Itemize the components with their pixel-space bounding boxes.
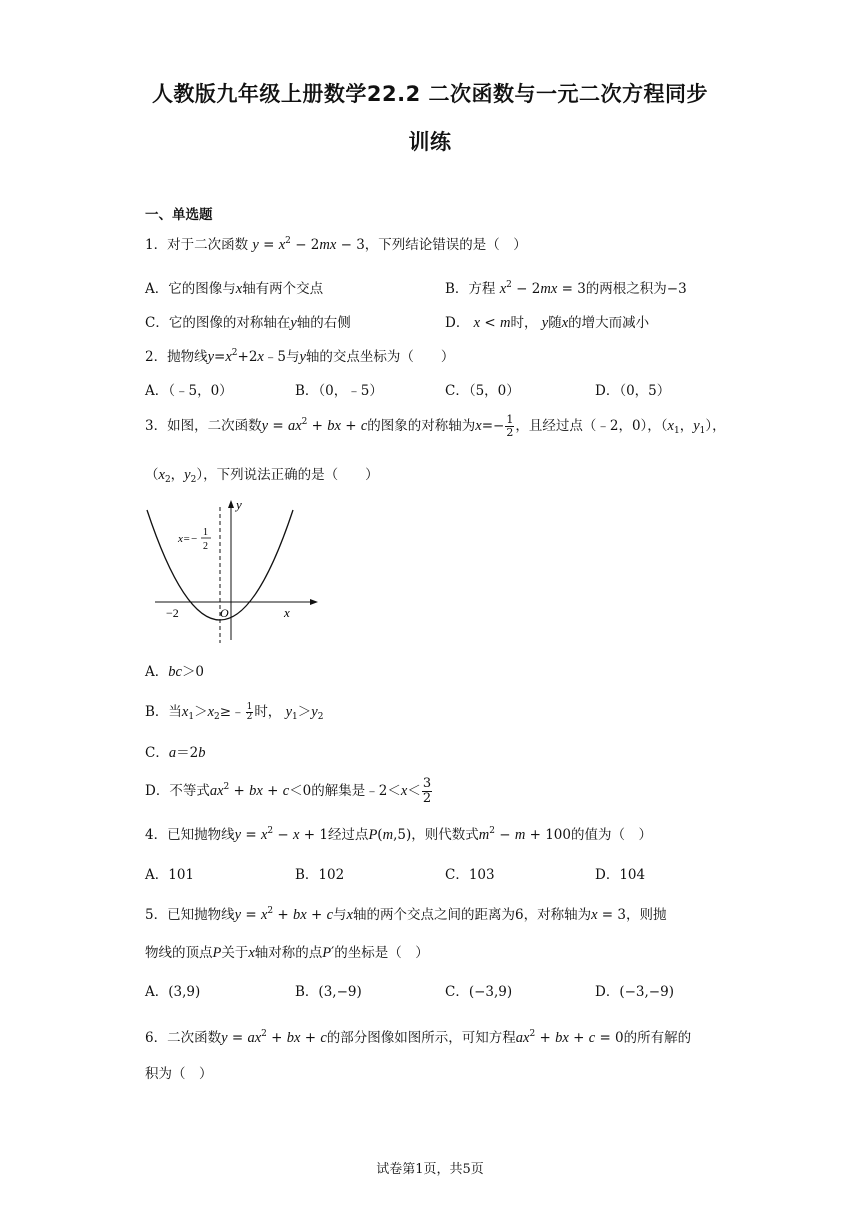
- document-title: [120, 70, 740, 166]
- question-2-stem: 2．抛物线$y=x^2+2x﹣5$与y轴的交点坐标为（ ）: [145, 348, 455, 365]
- question-6-stem-line-2: 积为（ ）: [145, 1066, 213, 1082]
- title-line-2: 训练: [408, 130, 452, 154]
- symmetry-label: x=−: [178, 533, 198, 545]
- symmetry-label-numerator: 1: [203, 527, 208, 538]
- section-heading: 一、单选题: [145, 207, 213, 223]
- question-5-option-b[interactable]: B．(3,−9): [295, 984, 362, 1000]
- question-3-option-d[interactable]: D．不等式$ax^2$ + bx + c＜0的解集是﹣2＜x＜ $\frac{3}{2}$: [145, 776, 432, 806]
- question-1-option-c[interactable]: C．它的图像的对称轴在y轴的右侧: [145, 315, 351, 331]
- page-footer: 试卷第1页，共5页: [376, 1162, 484, 1177]
- question-1-stem: 1．对于二次函数 $y = x^2 - 2mx - 3$，下列结论错误的是（ ）: [145, 236, 527, 253]
- symmetry-label-denominator: 2: [203, 541, 208, 552]
- y-axis-arrow-icon: [228, 500, 234, 508]
- question-1-option-d[interactable]: D． x < m时， y随x的增大而减小: [445, 315, 650, 331]
- question-3-parabola-figure: [140, 495, 330, 650]
- minus-two-label: −2: [166, 606, 179, 620]
- question-3-stem-line-1: 3．如图，二次函数$y = ax^2$ + bx + c的图象的对称轴为x=− $\frac{1}{2}$ ，且经过点（﹣2，0），（$x_1$，$y_1$），: [145, 413, 726, 439]
- question-3-option-c[interactable]: C．a＝2b: [145, 745, 206, 761]
- question-4-option-a[interactable]: A．101: [145, 867, 195, 883]
- question-6-stem-line-1: 6．二次函数$y = ax^2$ + bx + c的部分图像如图所示，可知方程$ax^2$ + bx + c = 0的所有解的: [145, 1029, 692, 1046]
- question-1-option-b[interactable]: B．方程 $x^2 - 2mx = 3$的两根之积为−3: [445, 280, 687, 297]
- y-axis-label: y: [236, 497, 242, 512]
- question-4-stem: 4．已知抛物线$y = x^2 - x + 1$经过点P(m,5)，则代数式$m^2 - m + 100$的值为（ ）: [145, 826, 652, 843]
- x-axis-arrow-icon: [310, 599, 318, 605]
- question-2-option-a[interactable]: A．（﹣5，0）: [145, 383, 233, 399]
- x-axis-label: x: [284, 605, 290, 620]
- question-3-option-b[interactable]: B．当$x_1>x_2\ge﹣$ $\frac{1}{2}$ 时， $y_1>y_2$: [145, 702, 324, 722]
- question-5-stem-line-2: 物线的顶点P关于x轴对称的点P′的坐标是（ ）: [145, 945, 429, 961]
- question-4-option-c[interactable]: C．103: [445, 867, 495, 883]
- question-4-option-d[interactable]: D．104: [595, 867, 646, 883]
- question-4-option-b[interactable]: B．102: [295, 867, 345, 883]
- question-5-option-c[interactable]: C．(−3,9): [445, 984, 513, 1000]
- origin-label: O: [220, 606, 229, 620]
- question-5-stem-line-1: 5．已知抛物线$y = x^2$ + bx + c与x轴的两个交点之间的距离为6，对称轴为x = 3，则抛: [145, 906, 667, 923]
- question-3-stem-line-2: （$x_2$，$y_2$），下列说法正确的是（ ）: [145, 467, 379, 485]
- question-3-option-a[interactable]: A．bc＞0: [145, 664, 205, 680]
- question-5-option-a[interactable]: A．(3,9): [145, 984, 201, 1000]
- question-2-option-d[interactable]: D．（0，5）: [595, 383, 671, 399]
- title-line-1: 人教版九年级上册数学22.2 二次函数与一元二次方程同步: [151, 82, 709, 106]
- question-1-option-a[interactable]: A．它的图像与x轴有两个交点: [145, 281, 324, 297]
- question-5-option-d[interactable]: D．(−3,−9): [595, 984, 674, 1000]
- question-2-option-b[interactable]: B．（0，﹣5）: [295, 383, 383, 399]
- question-2-option-c[interactable]: C．（5，0）: [445, 383, 520, 399]
